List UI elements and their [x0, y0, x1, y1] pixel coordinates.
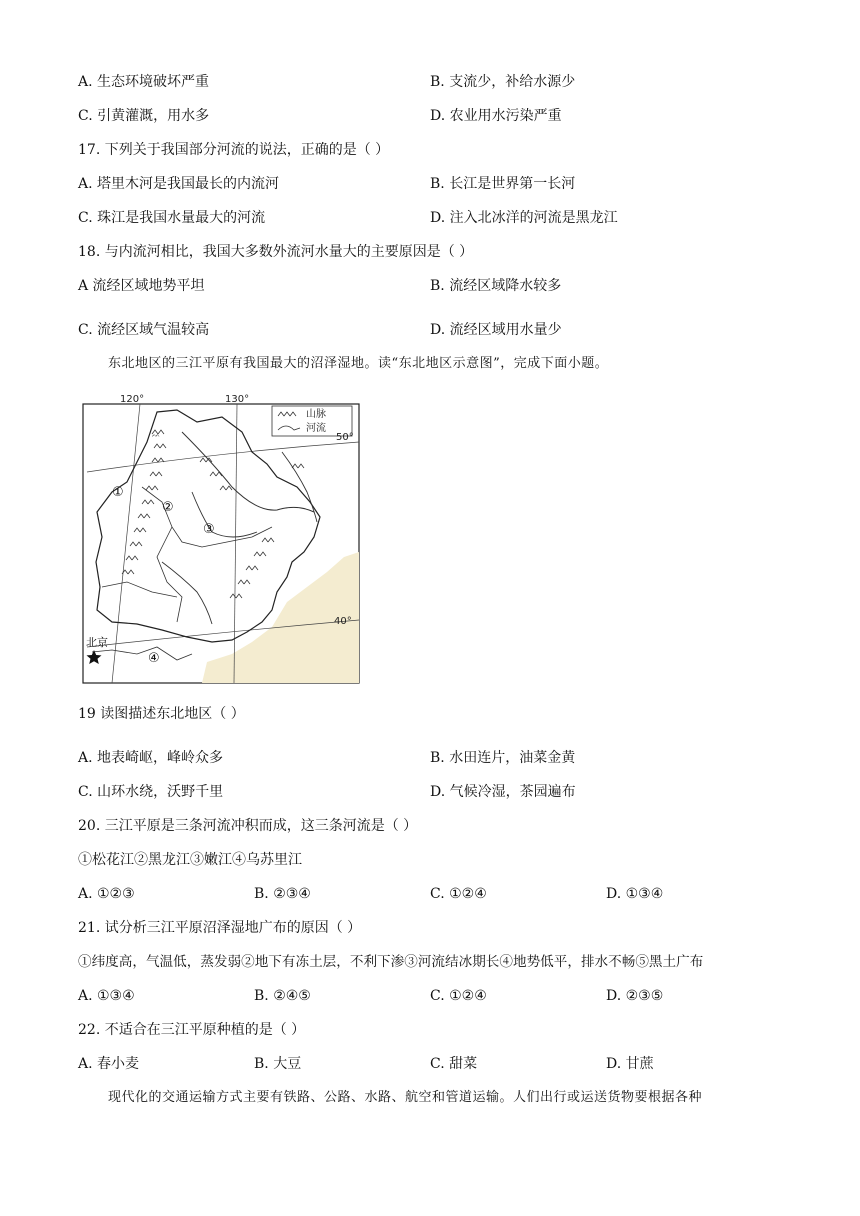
longitude-120-label: 120°	[120, 394, 145, 405]
latitude-40-label: 40°	[334, 616, 352, 627]
q21-stem: 21. 试分析三江平原沼泽湿地广布的原因（ ）	[78, 920, 362, 936]
q17-option-d: D. 注入北冰洋的河流是黑龙江	[430, 210, 618, 226]
region-label-2: ②	[162, 500, 174, 515]
q19-option-c: C. 山环水绕，沃野千里	[78, 784, 224, 800]
q20-option-b: B. ②③④	[254, 886, 311, 902]
q19-stem: 19 读图描述东北地区（ ）	[78, 706, 245, 722]
q17-stem: 17. 下列关于我国部分河流的说法，正确的是（ ）	[78, 142, 390, 158]
q18-stem: 18. 与内流河相比，我国大多数外流河水量大的主要原因是（ ）	[78, 244, 474, 260]
q17-option-b: B. 长江是世界第一长河	[430, 176, 576, 192]
q21-option-a: A. ①③④	[78, 988, 135, 1004]
legend-mountain-label: 山脉	[306, 409, 326, 420]
latitude-50-label: 50°	[336, 432, 354, 443]
q18-option-a: A 流经区域地势平坦	[78, 278, 205, 294]
q17-option-a: A. 塔里木河是我国最长的内流河	[78, 176, 280, 192]
northeast-map	[82, 392, 362, 684]
q21-items: ①纬度高，气温低，蒸发弱②地下有冻土层，不利下渗③河流结冰期长④地势低平，排水不畅⑤黑土广布	[78, 954, 704, 970]
q19-option-d: D. 气候冷湿，茶园遍布	[430, 784, 576, 800]
q16-option-b: B. 支流少，补给水源少	[430, 74, 576, 90]
q22-option-d: D. 甘蔗	[606, 1056, 654, 1072]
beijing-label: 北京	[86, 636, 108, 649]
q17-option-c: C. 珠江是我国水量最大的河流	[78, 210, 266, 226]
longitude-130-label: 130°	[225, 394, 250, 405]
q18-option-b: B. 流经区域降水较多	[430, 278, 562, 294]
region-label-3: ③	[203, 522, 215, 537]
region-label-4: ④	[148, 651, 160, 666]
q20-option-d: D. ①③④	[606, 886, 664, 902]
q20-items: ①松花江②黑龙江③嫩江④乌苏里江	[78, 852, 302, 868]
q22-option-c: C. 甜菜	[430, 1056, 478, 1072]
transport-intro: 现代化的交通运输方式主要有铁路、公路、水路、航空和管道运输。人们出行或运送货物要根据各种	[108, 1090, 703, 1105]
q22-option-b: B. 大豆	[254, 1056, 302, 1072]
q22-stem: 22. 不适合在三江平原种植的是（ ）	[78, 1022, 306, 1038]
q18-option-c: C. 流经区域气温较高	[78, 322, 210, 338]
q21-option-c: C. ①②④	[430, 988, 487, 1004]
q22-option-a: A. 春小麦	[78, 1056, 140, 1072]
legend-river-label: 河流	[306, 423, 326, 434]
map-intro: 东北地区的三江平原有我国最大的沼泽湿地。读“东北地区示意图”，完成下面小题。	[108, 356, 609, 371]
q18-option-d: D. 流经区域用水量少	[430, 322, 562, 338]
q20-option-a: A. ①②③	[78, 886, 135, 902]
region-label-1: ①	[112, 485, 124, 500]
q20-option-c: C. ①②④	[430, 886, 487, 902]
q16-option-c: C. 引黄灌溉，用水多	[78, 108, 210, 124]
q16-option-d: D. 农业用水污染严重	[430, 108, 562, 124]
q20-stem: 20. 三江平原是三条河流冲积而成，这三条河流是（ ）	[78, 818, 418, 834]
q21-option-d: D. ②③⑤	[606, 988, 664, 1004]
q16-option-a: A. 生态环境破坏严重	[78, 74, 210, 90]
q19-option-b: B. 水田连片，油菜金黄	[430, 750, 576, 766]
svg-text:ᨓ: ᨓ	[152, 431, 161, 439]
q19-option-a: A. 地表崎岖，峰岭众多	[78, 750, 224, 766]
q21-option-b: B. ②④⑤	[254, 988, 311, 1004]
